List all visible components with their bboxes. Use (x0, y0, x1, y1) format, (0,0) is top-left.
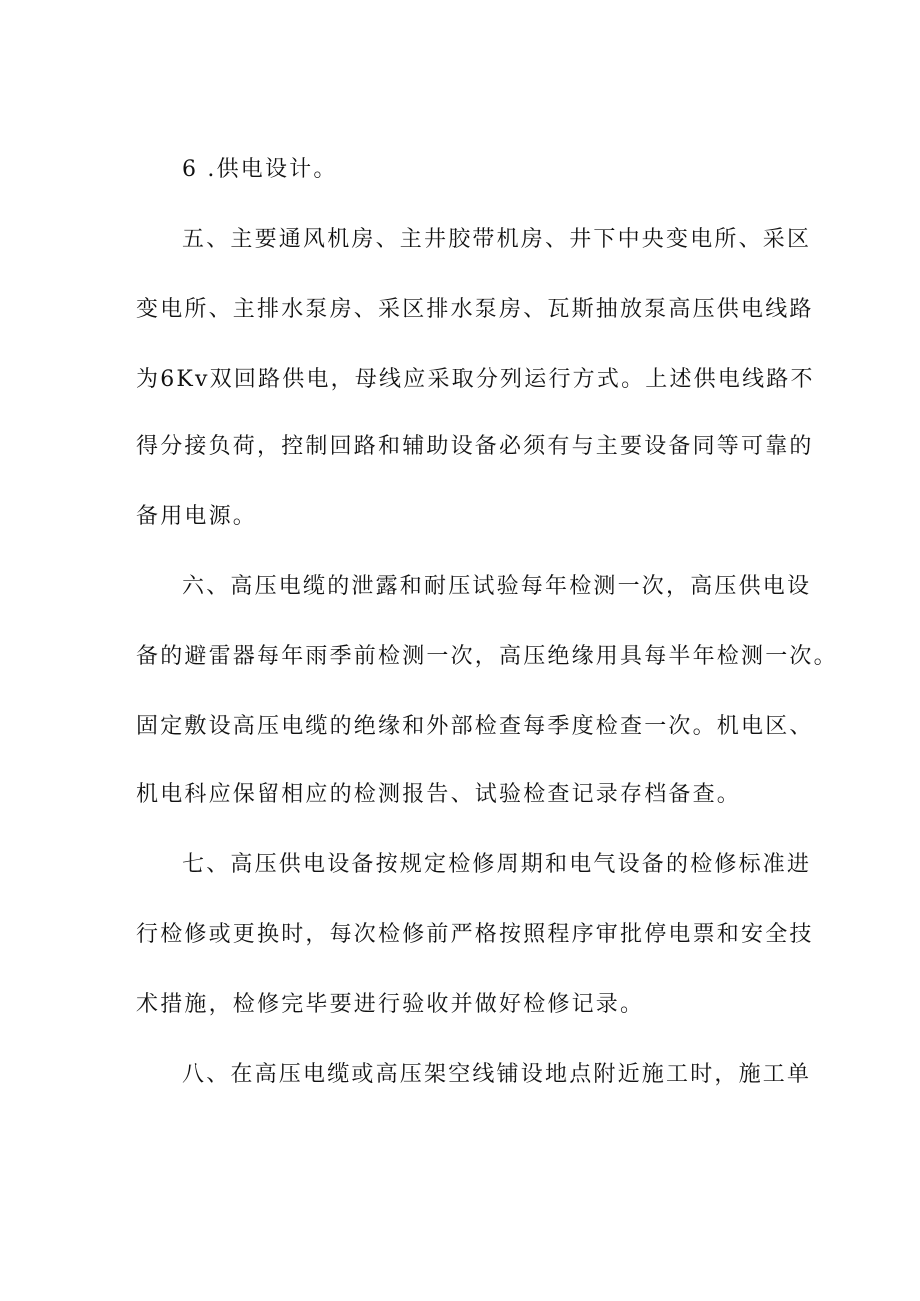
paragraph-5-line-2: 变电所、主排水泵房、采区排水泵房、瓦斯抽放泵高压供电线路 (136, 297, 814, 322)
paragraph-6-line-1: 六、高压电缆的泄露和耐压试验每年检测一次，高压供电设 (182, 574, 812, 599)
paragraph-6-line-3: 固定敷设高压电缆的绝缘和外部检查每季度检查一次。机电区、 (136, 714, 814, 739)
paragraph-5-line-1: 五、主要通风机房、主井胶带机房、井下中央变电所、采区 (182, 227, 812, 252)
section-heading-6: 6 .供电设计。 (182, 157, 338, 182)
paragraph-7-line-3: 术措施，检修完毕要进行验收并做好检修记录。 (136, 992, 645, 1017)
paragraph-5-line-3: 为6Kv双回路供电，母线应采取分列运行方式。上述供电线路不 (136, 367, 815, 392)
paragraph-7-line-2: 行检修或更换时，每次检修前严格按照程序审批停电票和安全技 (136, 922, 814, 947)
paragraph-7-line-1: 七、高压供电设备按规定检修周期和电气设备的检修标准进 (182, 852, 812, 877)
paragraph-5-line-4: 得分接负荷，控制回路和辅助设备必须有与主要设备同等可靠的 (136, 434, 814, 459)
paragraph-6-line-4: 机电科应保留相应的检测报告、试验检查记录存档备查。 (136, 782, 742, 807)
paragraph-8-line-1: 八、在高压电缆或高压架空线铺设地点附近施工时，施工单 (182, 1062, 812, 1087)
paragraph-6-line-2: 备的避雷器每年雨季前检测一次，高压绝缘用具每半年检测一次。 (136, 644, 838, 669)
paragraph-5-line-5: 备用电源。 (136, 504, 258, 529)
